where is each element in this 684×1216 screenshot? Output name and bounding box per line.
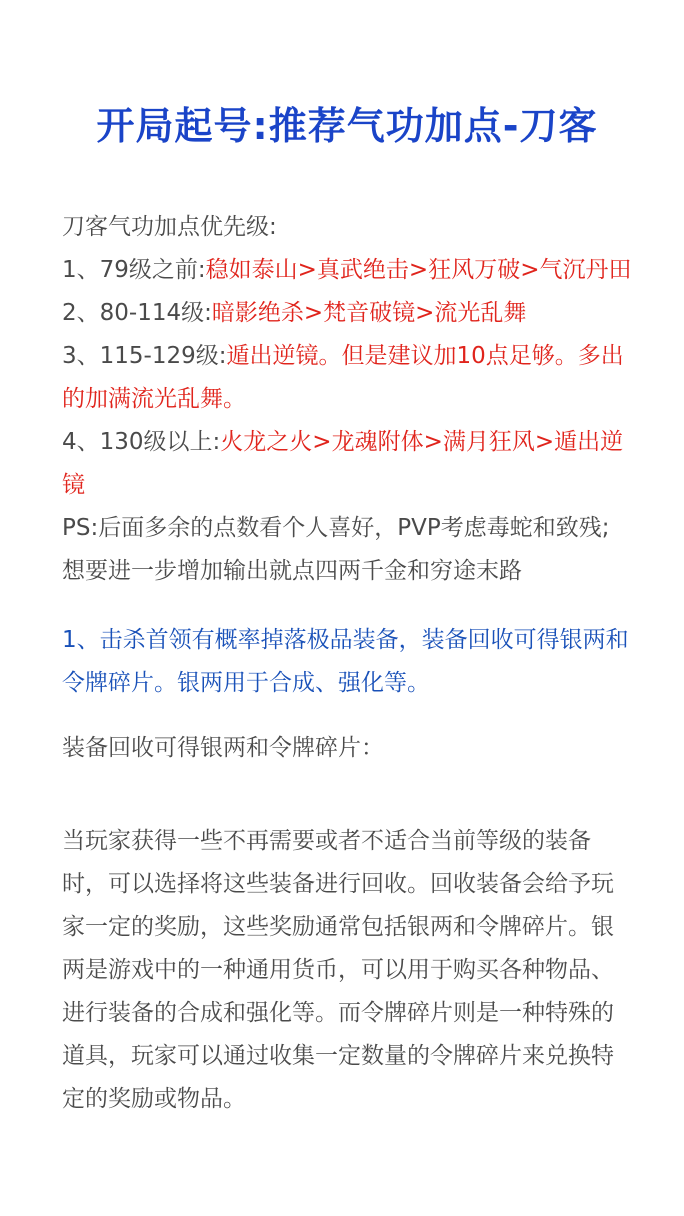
priority-heading: 刀客气功加点优先级: — [62, 214, 277, 240]
body-paragraph: 当玩家获得一些不再需要或者不适合当前等级的装备时，可以选择将这些装备进行回收。回收装备会给予玩家一定的奖励，这些奖励通常包括银两和令牌碎片。银两是游戏中的一种通用货币，可以用于购买各种物品、进行装备的合成和强化等。而令牌碎片则是一种特殊的道具，玩家可以通过收集一定数量的令牌碎片来兑换特定的奖励或物品。 — [62, 828, 614, 1112]
priority-section — [62, 206, 632, 593]
priority-item-4 — [62, 421, 632, 507]
priority-item-1 — [62, 249, 632, 292]
priority-item-4-prefix: 4、130级以上: — [62, 429, 221, 455]
priority-item-1-prefix: 1、79级之前: — [62, 257, 206, 283]
priority-item-3 — [62, 335, 632, 421]
subheading: 装备回收可得银两和令牌碎片： — [62, 735, 384, 761]
priority-item-2-prefix: 2、80-114级: — [62, 300, 212, 326]
priority-item-1-value: 稳如泰山>真武绝击>狂风万破>气沉丹田 — [205, 257, 632, 283]
priority-item-2-value: 暗影绝杀>梵音破镜>流光乱舞 — [211, 300, 527, 326]
highlight-section — [62, 619, 632, 705]
priority-item-4-value: 火龙之火>龙魂附体>满月狂风>遁出逆镜 — [62, 429, 624, 498]
ps-note: PS:后面多余的点数看个人喜好，PVP考虑毒蛇和致残;想要进一步增加输出就点四两千金和穷途末路 — [62, 515, 610, 584]
priority-item-3-value: 遁出逆镜。但是建议加10点足够。多出的加满流光乱舞。 — [62, 343, 624, 412]
priority-item-2 — [62, 292, 632, 335]
highlight-text: 1、击杀首领有概率掉落极品装备，装备回收可得银两和令牌碎片。银两用于合成、强化等。 — [62, 627, 629, 696]
priority-item-3-prefix: 3、115-129级: — [62, 343, 227, 369]
page-title: 开局起号:推荐气功加点-刀客 — [96, 104, 598, 148]
